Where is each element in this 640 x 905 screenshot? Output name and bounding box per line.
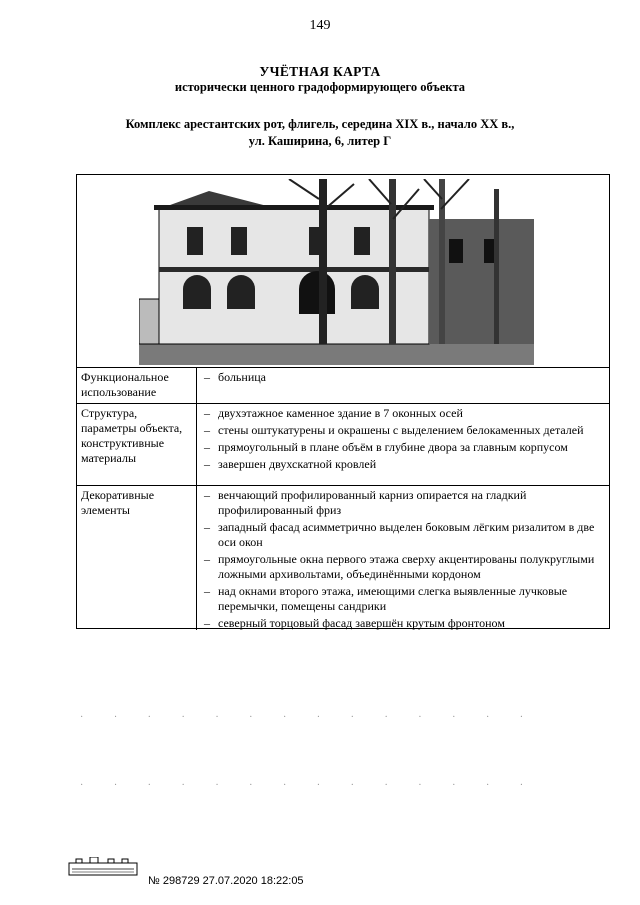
row-structure (77, 404, 609, 486)
list-item: – прямоугольный в плане объём в глубине двора за главным корпусом (204, 440, 568, 454)
bullet-dash: – (204, 552, 210, 566)
row-functional-use (77, 368, 609, 404)
list-item: – завершен двухскатной кровлей (204, 457, 377, 471)
bullet-dash: – (204, 423, 210, 437)
row-decorative-elements (77, 486, 609, 630)
list-item: – прямоугольные окна первого этажа сверху акцентированы полукруглыми ложными архивольтами, объединёнными кордоном (204, 552, 595, 581)
row-content (198, 404, 609, 476)
building-photo (139, 179, 534, 365)
bullet-dash: – (204, 616, 210, 630)
row-label: Функциональное использование (77, 368, 197, 403)
doc-number: № 298729 (148, 875, 200, 887)
object-name-line-1: Комплекс арестантских рот, флигель, середина XIX в., начало XX в., (125, 117, 515, 131)
list-item: – западный фасад асимметрично выделен боковым лёгким ризалитом в две оси окон (204, 520, 595, 549)
list-item: – венчающий профилированный карниз опирается на гладкий профилированный фриз (204, 488, 527, 517)
list-item: – над окнами второго этажа, имеющими слегка выявленные лучковые перемычки, помещены сандрики (204, 584, 568, 613)
bullet-dash: – (204, 520, 210, 534)
document-meta (148, 875, 304, 887)
registration-stamp-icon (68, 857, 138, 877)
scan-artifact-dots: · · · · · · · · · · · · · · (80, 780, 538, 791)
list-item: – северный торцовый фасад завершён крутым фронтоном (204, 616, 505, 630)
card-heading: УЧЁТНАЯ КАРТА (259, 64, 381, 79)
bullet-dash: – (204, 440, 210, 454)
bullet-dash: – (204, 488, 210, 502)
bullet-dash: – (204, 584, 210, 598)
list-item: – двухэтажное каменное здание в 7 оконных осей (204, 406, 463, 420)
bullet-dash: – (204, 457, 210, 471)
photo-cell (77, 175, 609, 368)
list-item: – стены оштукатурены и окрашены с выделением белокаменных деталей (204, 423, 584, 437)
row-content (198, 368, 609, 389)
scan-artifact-dots: · · · · · · · · · · · · · · (80, 712, 538, 723)
row-label: Декоративные элементы (77, 486, 197, 630)
row-content (198, 486, 609, 635)
row-label: Структура, параметры объекта, конструктивные материалы (77, 404, 197, 485)
card-subheading: исторически ценного градоформирующего объекта (174, 80, 466, 94)
page-number: 149 (309, 18, 331, 33)
bullet-dash: – (204, 406, 210, 420)
list-item: – больница (204, 370, 266, 384)
bullet-dash: – (204, 370, 210, 384)
object-name-line-2: ул. Каширина, 6, литер Г (248, 134, 392, 148)
record-card-table (76, 174, 610, 629)
doc-datetime: 27.07.2020 18:22:05 (202, 875, 304, 887)
